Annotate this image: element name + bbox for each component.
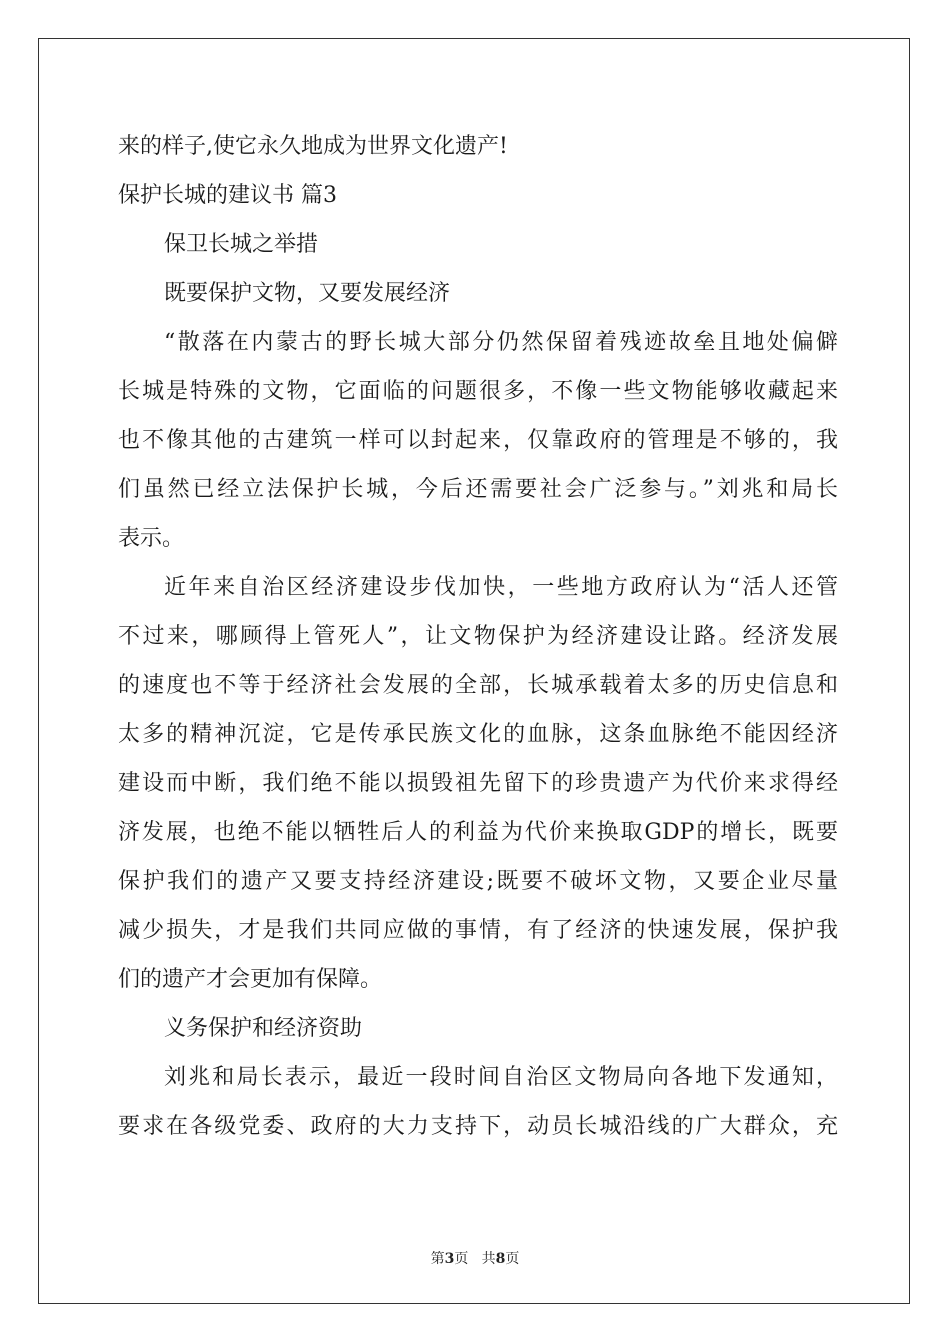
document-body bbox=[118, 122, 838, 1151]
paragraph-line: 建设而中断，我们绝不能以损毁祖先留下的珍贵遗产为代价来求得经 bbox=[118, 771, 838, 796]
subheading: 义务保护和经济资助 bbox=[164, 1016, 363, 1041]
page-suffix: 页 bbox=[454, 1251, 469, 1267]
paragraph-line: 刘兆和局长表示，最近一段时间自治区文物局向各地下发通知， bbox=[164, 1065, 838, 1090]
paragraph-line: 济发展，也绝不能以牺牲后人的利益为代价来换取GDP的增长，既要 bbox=[118, 820, 838, 845]
total-pages: 8 bbox=[495, 1251, 506, 1267]
page-prefix: 第 bbox=[430, 1251, 445, 1267]
paragraph-line: 近年来自治区经济建设步伐加快，一些地方政府认为“活人还管 bbox=[164, 575, 838, 600]
paragraph-line: 保护我们的遗产又要支持经济建设;既要不破坏文物，又要企业尽量 bbox=[118, 869, 838, 894]
paragraph-line: 的速度也不等于经济社会发展的全部，长城承载着太多的历史信息和 bbox=[118, 673, 838, 698]
subheading: 既要保护文物，又要发展经济 bbox=[164, 281, 451, 306]
paragraph-line: 长城是特殊的文物，它面临的问题很多，不像一些文物能够收藏起来 bbox=[118, 379, 838, 404]
paragraph-line: 也不像其他的古建筑一样可以封起来，仅靠政府的管理是不够的，我 bbox=[118, 428, 838, 453]
page-footer bbox=[0, 1248, 950, 1268]
total-prefix: 共 bbox=[481, 1251, 496, 1267]
section-heading: 保护长城的建议书 篇3 bbox=[118, 183, 337, 208]
page-number: 3 bbox=[444, 1251, 455, 1267]
paragraph-line: 来的样子,使它永久地成为世界文化遗产! bbox=[118, 134, 508, 159]
paragraph-line: 们的遗产才会更加有保障。 bbox=[118, 967, 383, 992]
paragraph-line: 表示。 bbox=[118, 526, 185, 551]
subheading: 保卫长城之举措 bbox=[164, 232, 319, 257]
paragraph-line: “散落在内蒙古的野长城大部分仍然保留着残迹故垒且地处偏僻 bbox=[164, 330, 838, 355]
paragraph-line: 太多的精神沉淀，它是传承民族文化的血脉，这条血脉绝不能因经济 bbox=[118, 722, 838, 747]
paragraph-line: 减少损失，才是我们共同应做的事情，有了经济的快速发展，保护我 bbox=[118, 918, 838, 943]
paragraph-line: 们虽然已经立法保护长城，今后还需要社会广泛参与。”刘兆和局长 bbox=[118, 477, 838, 502]
paragraph-line: 不过来，哪顾得上管死人”，让文物保护为经济建设让路。经济发展 bbox=[118, 624, 838, 649]
paragraph-line: 要求在各级党委、政府的大力支持下，动员长城沿线的广大群众，充 bbox=[118, 1114, 838, 1139]
total-suffix: 页 bbox=[505, 1251, 520, 1267]
